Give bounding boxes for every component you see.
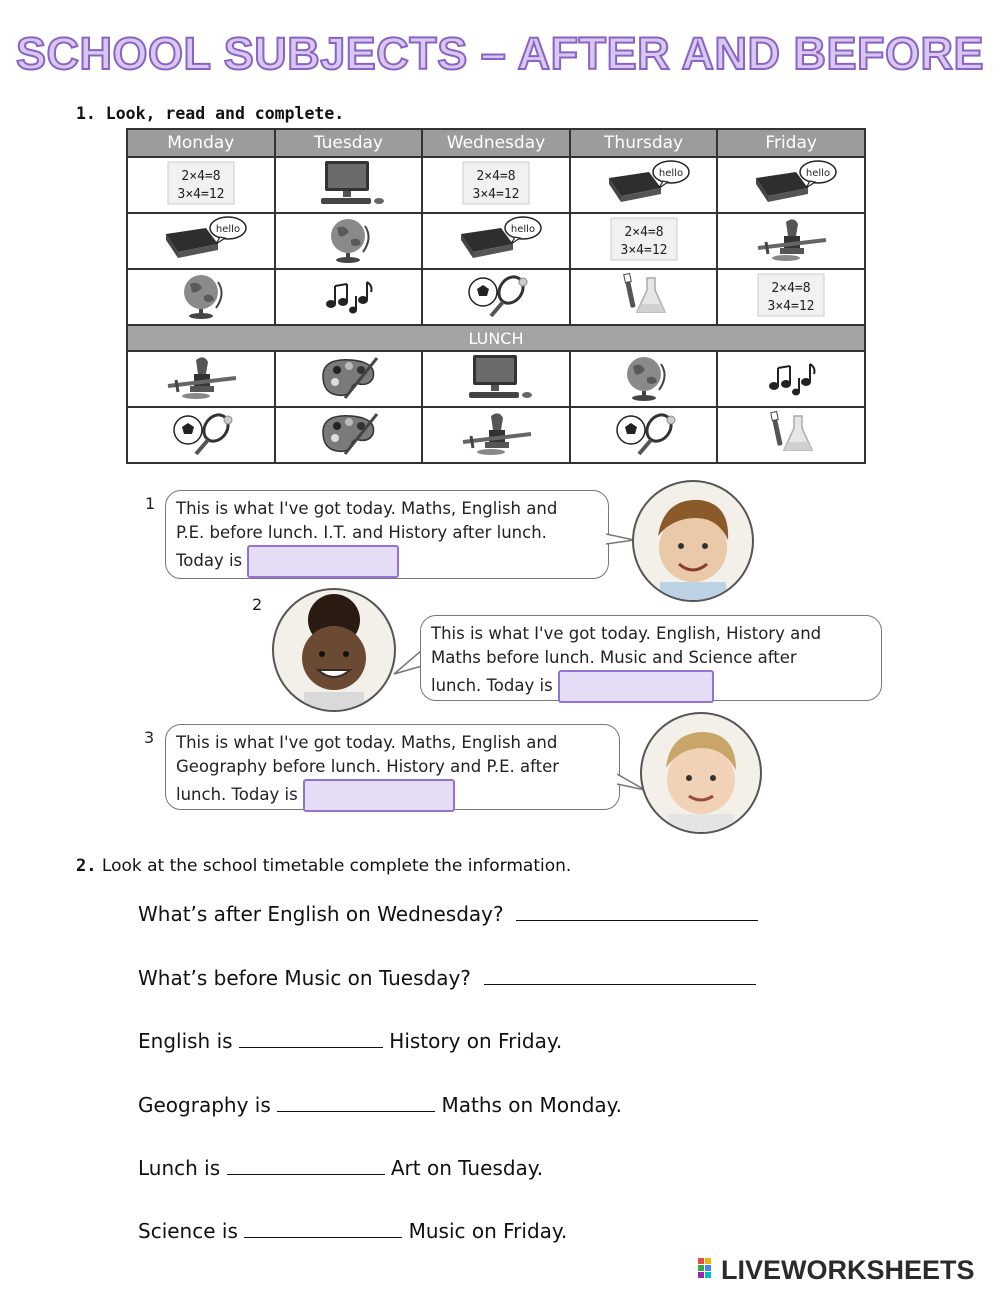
sentence-text: Music on Friday. xyxy=(408,1219,568,1243)
speech-line: Geography before lunch. History and P.E. after xyxy=(176,757,560,776)
maths-icon xyxy=(441,158,551,208)
speech-line: lunch. Today is xyxy=(176,785,298,804)
science-flask-icon xyxy=(589,270,699,320)
timetable-row xyxy=(127,213,865,269)
computer-icon xyxy=(293,158,403,208)
speech-line: P.E. before lunch. I.T. and History after lunch. xyxy=(176,523,547,542)
exercise-1-heading: 1. Look, read and complete. xyxy=(76,104,345,123)
english-book-icon xyxy=(736,158,846,208)
timetable-row xyxy=(127,351,865,407)
sports-ball-icon xyxy=(441,270,551,320)
globe-icon xyxy=(293,214,403,264)
speech-number: 1 xyxy=(145,494,156,513)
history-knight-icon xyxy=(441,408,551,458)
english-book-icon xyxy=(441,214,551,264)
sentence-1 xyxy=(138,902,758,926)
music-notes-icon xyxy=(293,270,403,320)
sentence-5 xyxy=(138,1156,543,1180)
speech-line: This is what I've got today. Maths, English and xyxy=(176,733,558,752)
answer-blank-2[interactable] xyxy=(484,966,756,985)
speech-line: lunch. Today is xyxy=(431,676,553,695)
boy-face-icon xyxy=(642,714,760,832)
speech-line: Today is xyxy=(176,551,243,570)
sentence-6 xyxy=(138,1219,567,1243)
music-notes-icon xyxy=(736,352,846,402)
lunch-label: LUNCH xyxy=(127,325,865,351)
avatar xyxy=(640,712,762,834)
answer-box-1[interactable] xyxy=(247,545,399,578)
timetable-row xyxy=(127,157,865,213)
history-knight-icon xyxy=(736,214,846,264)
girl-face-icon xyxy=(274,590,394,710)
english-book-icon xyxy=(589,158,699,208)
maths-icon xyxy=(146,158,256,208)
sentence-text: Science is xyxy=(138,1219,238,1243)
day-tuesday: Tuesday xyxy=(275,129,423,157)
answer-blank-6[interactable] xyxy=(244,1219,402,1238)
speech-bubble-2 xyxy=(420,615,882,701)
day-thursday: Thursday xyxy=(570,129,718,157)
liveworksheets-logo xyxy=(698,1255,975,1286)
answer-box-2[interactable] xyxy=(558,670,714,703)
liveworksheets-logo-icon xyxy=(698,1258,718,1282)
art-palette-icon xyxy=(293,408,403,458)
speech-line: This is what I've got today. English, History and xyxy=(431,624,822,643)
sentence-2 xyxy=(138,966,756,990)
art-palette-icon xyxy=(293,352,403,402)
answer-blank-3[interactable] xyxy=(239,1029,383,1048)
sentence-text: Art on Tuesday. xyxy=(390,1156,544,1180)
answer-blank-1[interactable] xyxy=(516,902,758,921)
exercise-2-number: 2. xyxy=(76,856,97,876)
english-book-icon xyxy=(146,214,256,264)
speech-line: Maths before lunch. Music and Science after xyxy=(431,648,797,667)
boy-face-icon xyxy=(634,482,752,600)
exercise-2-heading: Look at the school timetable complete the information. xyxy=(101,856,572,876)
sentence-text: What’s after English on Wednesday? xyxy=(138,902,504,926)
science-flask-icon xyxy=(736,408,846,458)
day-monday: Monday xyxy=(127,129,275,157)
computer-icon xyxy=(441,352,551,402)
sports-ball-icon xyxy=(146,408,256,458)
timetable-row xyxy=(127,407,865,463)
sentence-text: History on Friday. xyxy=(389,1029,563,1053)
speech-bubble-1 xyxy=(165,490,609,579)
timetable-row xyxy=(127,269,865,325)
globe-icon xyxy=(146,270,256,320)
sentence-3 xyxy=(138,1029,562,1053)
logo-text: LIVEWORKSHEETS xyxy=(721,1255,975,1285)
worksheet-title: SCHOOL SUBJECTS – AFTER AND BEFORE xyxy=(16,28,984,79)
maths-icon xyxy=(589,214,699,264)
sentence-text: Maths on Monday. xyxy=(441,1093,623,1117)
speech-bubble-3 xyxy=(165,724,620,810)
speech-line: This is what I've got today. Maths, English and xyxy=(176,499,558,518)
sentence-text: What’s before Music on Tuesday? xyxy=(138,966,471,990)
sports-ball-icon xyxy=(589,408,699,458)
sentence-text: Lunch is xyxy=(138,1156,221,1180)
lunch-row xyxy=(127,325,865,351)
answer-blank-4[interactable] xyxy=(277,1093,435,1112)
avatar xyxy=(632,480,754,602)
timetable-header-row xyxy=(127,129,865,157)
history-knight-icon xyxy=(146,352,256,402)
maths-icon xyxy=(736,270,846,320)
avatar xyxy=(272,588,396,712)
day-friday: Friday xyxy=(717,129,865,157)
speech-number: 3 xyxy=(144,728,155,747)
speech-number: 2 xyxy=(252,595,263,614)
sentence-4 xyxy=(138,1093,622,1117)
timetable xyxy=(126,128,866,464)
sentence-text: English is xyxy=(138,1029,233,1053)
answer-box-3[interactable] xyxy=(303,779,455,812)
sentence-text: Geography is xyxy=(138,1093,271,1117)
answer-blank-5[interactable] xyxy=(227,1156,385,1175)
globe-icon xyxy=(589,352,699,402)
day-wednesday: Wednesday xyxy=(422,129,570,157)
